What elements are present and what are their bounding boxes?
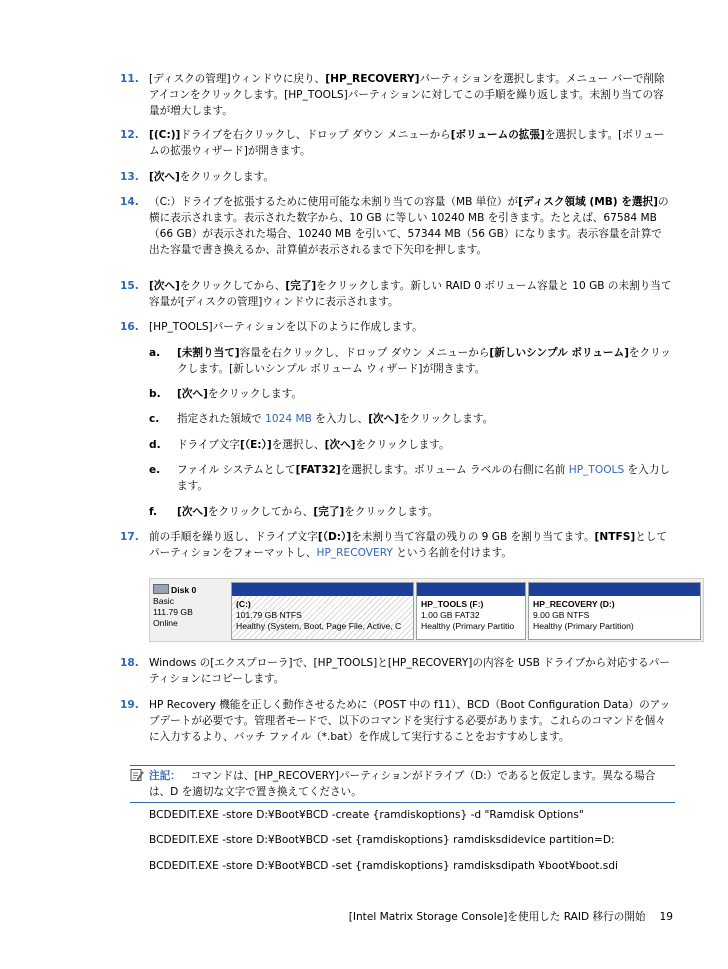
value-link[interactable]: HP_RECOVERY (316, 547, 393, 559)
substep-a: a. [未割り当て]容量を右クリックし、ドロップ ダウン メニューから[新しいシンプル ボリューム]をクリックします。[新しいシンプル ボリューム ウィザード]が開きます。 (149, 347, 671, 375)
step-17: 17. 前の手順を繰り返し、ドライブ文字[（D:）]を未割り当て容量の残りの 9 GB を割り当てます。[NTFS]としてパーティションをフォーマットし、HP_RECOVERY という名前を付けます。 (120, 531, 667, 559)
step-number: 16. (120, 321, 139, 333)
value-link[interactable]: 1024 MB (265, 413, 312, 425)
step-12: 12. [(C:)]ドライブを右クリックし、ドロップ ダウン メニューから[ボリュームの拡張]を選択します。[ボリュームの拡張ウィザード]が開きます。 (120, 129, 665, 157)
step-14: 14. （C:）ドライブを拡張するために使用可能な未割り当ての容量（MB 単位）が[ディスク領域 (MB) を選択]の横に表示されます。表示された数字から、10 GB に等しい 10240 MB を引きます。たとえば、67584 MB（66 GB）が表示された場合、10240 MB を引いて、57344 MB（56 GB）になります。表示容量を計算で出た容量で書き換えるか、計算値が表示されるまで下矢印を押します。 (120, 196, 669, 256)
step-number: 15. (120, 280, 139, 292)
substep-b: b. [次へ]をクリックします。 (149, 388, 302, 400)
partition-c[interactable]: (C:) 101.79 GB NTFS Healthy (System, Boot, Page File, Active, C (231, 582, 414, 640)
disk-info (153, 584, 229, 629)
step-19: 19. HP Recovery 機能を正しく動作させるために（POST 中の f11）、BCD（Boot Configuration Data）のアップデートが必要です。管理者モードで、以下のコマンドを実行する必要があります。これらのコマンドを個々に入力するより、バッチ ファイル（*.bat）を作成して実行することをおすすめします。 (120, 699, 671, 743)
step-number: 13. (120, 171, 139, 183)
page-footer (349, 909, 673, 924)
step-18: 18. Windows の[エクスプローラ]で、[HP_TOOLS]と[HP_RECOVERY]の内容を USB ドライブから対応するパーティションにコピーします。 (120, 657, 670, 685)
disk-title: Disk 0 (171, 585, 197, 595)
note-text: コマンドは、[HP_RECOVERY]パーティションがドライブ（D:）であると仮定します。異なる場合は、D を適切な文字で置き換えてください。 (149, 770, 656, 798)
command-line-1: BCDEDIT.EXE -store D:¥Boot¥BCD -create {ramdiskoptions} -d "Ramdisk Options" (149, 809, 584, 821)
command-line-3: BCDEDIT.EXE -store D:¥Boot¥BCD -set {ramdiskoptions} ramdisksdipath ¥boot¥boot.sdi (149, 860, 618, 872)
page-number: 19 (659, 911, 673, 923)
value-link[interactable]: HP_TOOLS (568, 464, 625, 476)
disk-management-screenshot (149, 578, 704, 642)
substep-d: d. ドライブ文字[（E:）]を選択し、[次へ]をクリックします。 (149, 439, 450, 451)
substep-f: f. [次へ]をクリックしてから、[完了]をクリックします。 (149, 506, 439, 518)
disk-size: 111.79 GB (153, 607, 193, 617)
note-pencil-icon (130, 768, 144, 782)
note-label: 注記： (149, 770, 181, 782)
step-number: 19. (120, 699, 139, 711)
step-number: 17. (120, 531, 139, 543)
step-16: 16. [HP_TOOLS]パーティションを以下のように作成します。 (120, 321, 423, 333)
command-line-2: BCDEDIT.EXE -store D:¥Boot¥BCD -set {ramdiskoptions} ramdisksdidevice partition=D: (149, 834, 615, 846)
note-box (130, 765, 675, 803)
step-number: 12. (120, 129, 139, 141)
step-11: 11. [ディスクの管理]ウィンドウに戻り、[HP_RECOVERY]パーティションを選択します。メニュー バーで削除アイコンをクリックします。[HP_TOOLS]パーティションに対してこの手順を繰り返します。未割り当ての容量が増大します。 (120, 73, 665, 117)
partition-hp-tools[interactable]: HP_TOOLS (F:) 1.00 GB FAT32 Healthy (Primary Partitio (416, 582, 526, 640)
partition-hp-recovery[interactable]: HP_RECOVERY (D:) 9.00 GB NTFS Healthy (Primary Partition) (528, 582, 701, 640)
substep-e: e. ファイル システムとして[FAT32]を選択します。ボリューム ラベルの右側に名前 HP_TOOLS を入力します。 (149, 464, 670, 492)
disk-status: Online (153, 618, 178, 628)
step-number: 18. (120, 657, 139, 669)
substep-c: c. 指定された領域で 1024 MB を入力し、[次へ]をクリックします。 (149, 413, 494, 425)
disk-icon (153, 584, 169, 594)
step-13: 13. [次へ]をクリックします。 (120, 171, 274, 183)
step-15: 15. [次へ]をクリックしてから、[完了]をクリックします。新しい RAID 0 ボリューム容量と 10 GB の未割り当て容量が[ディスクの管理]ウィンドウに表示されます。 (120, 280, 672, 308)
step-number: 14. (120, 196, 139, 208)
step-number: 11. (120, 73, 139, 85)
footer-title: [Intel Matrix Storage Console]を使用した RAID 移行の開始 (348, 911, 646, 923)
disk-type: Basic (153, 596, 175, 606)
